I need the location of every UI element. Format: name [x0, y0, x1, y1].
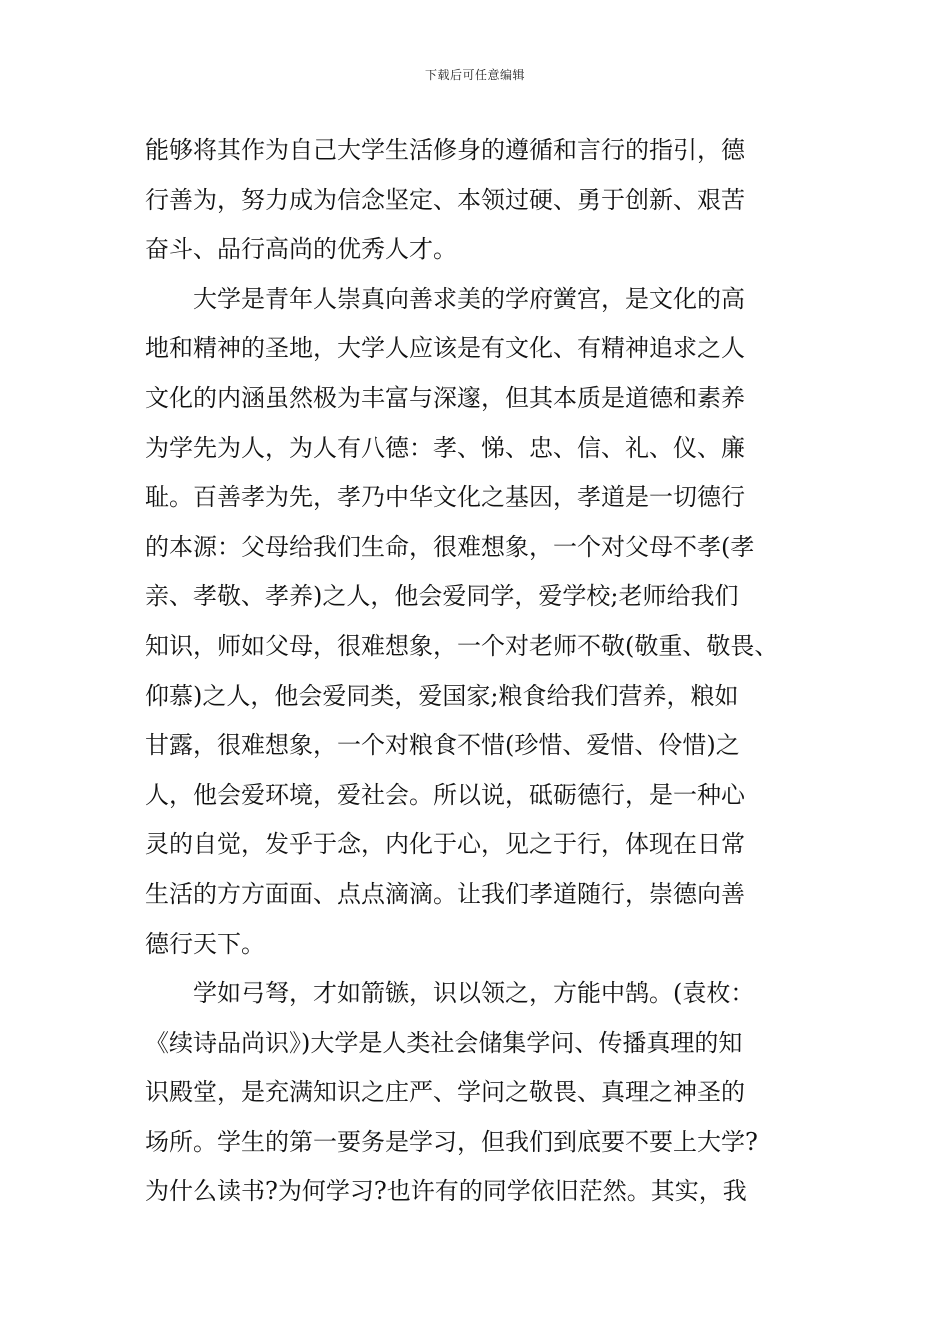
text-line: 灵的自觉，发乎于念，内化于心，见之于行，体现在日常	[145, 830, 745, 859]
text-line: 生活的方方面面、点点滴滴。让我们孝道随行，崇德向善	[145, 879, 745, 908]
text-line: 德行天下。	[145, 929, 265, 958]
text-line: 为学先为人，为人有八德：孝、悌、忠、信、礼、仪、廉	[145, 433, 745, 462]
text-line: 的本源：父母给我们生命，很难想象，一个对父母不孝(孝	[145, 532, 755, 561]
text-line: 为什么读书?为何学习?也许有的同学依旧茫然。其实，我	[145, 1177, 747, 1206]
text-line: 文化的内涵虽然极为丰富与深邃，但其本质是道德和素养	[145, 383, 745, 412]
text-line: 人，他会爱环境，爱社会。所以说，砥砺德行，是一种心	[145, 780, 745, 809]
text-line: 识殿堂，是充满知识之庄严、学问之敬畏、真理之神圣的	[145, 1078, 745, 1107]
text-line: 亲、孝敬、孝养)之人，他会爱同学，爱学校;老师给我们	[145, 582, 739, 611]
text-line: 行善为，努力成为信念坚定、本领过硬、勇于创新、艰苦	[145, 185, 745, 214]
text-line: 仰慕)之人，他会爱同类，爱国家;粮食给我们营养，粮如	[145, 681, 739, 710]
text-line: 知识，师如父母，很难想象，一个对老师不敬(敬重、敬畏、	[145, 631, 779, 660]
text-line: 场所。学生的第一要务是学习，但我们到底要不要上大学?	[145, 1127, 758, 1156]
text-line: 耻。百善孝为先，孝乃中华文化之基因，孝道是一切德行	[145, 483, 745, 512]
text-line: 地和精神的圣地，大学人应该是有文化、有精神追求之人	[145, 334, 745, 363]
text-line: 甘露，很难想象，一个对粮食不惜(珍惜、爱惜、伶惜)之	[145, 731, 740, 760]
document-body	[145, 126, 825, 1217]
text-line: 大学是青年人崇真向善求美的学府黉宫，是文化的高	[145, 284, 745, 313]
text-line: 学如弓弩，才如箭镞，识以领之，方能中鹄。(袁枚：	[145, 979, 755, 1008]
page-header: 下载后可任意编辑	[424, 68, 525, 82]
text-line: 奋斗、品行高尚的优秀人才。	[145, 235, 457, 264]
text-line: 能够将其作为自己大学生活修身的遵循和言行的指引，德	[145, 136, 745, 164]
text-line: 《续诗品尚识》)大学是人类社会储集学问、传播真理的知	[145, 1028, 743, 1057]
